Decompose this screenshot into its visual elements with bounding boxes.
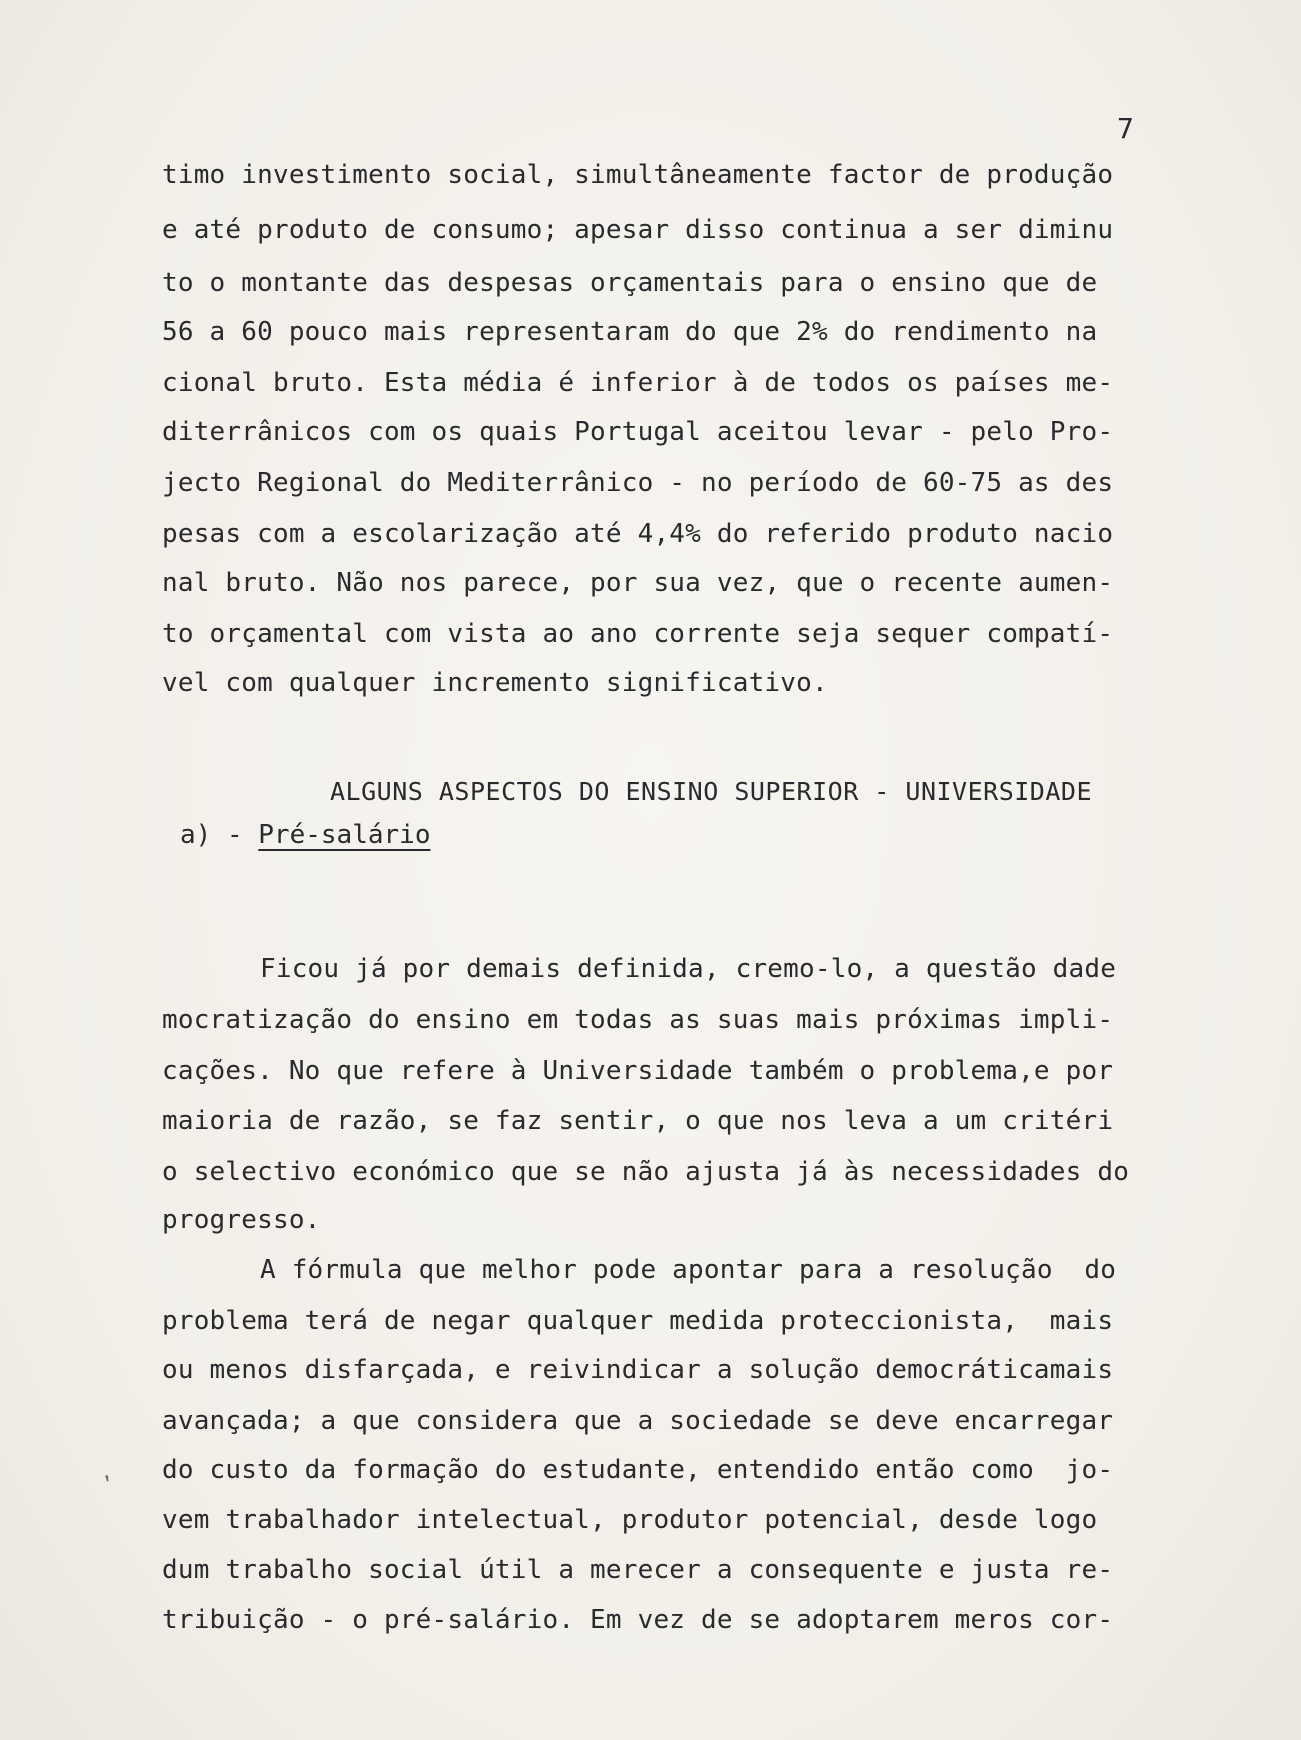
stray-pen-mark: , [92, 1458, 116, 1486]
paragraph-line: maioria de razão, se faz sentir, o que nos leva a um critéri [162, 1106, 1114, 1136]
section-heading: ALGUNS ASPECTOS DO ENSINO SUPERIOR - UNIVERSIDADE [330, 777, 1093, 806]
paragraph-line: timo investimento social, simultâneamente factor de produção [162, 160, 1114, 190]
paragraph-line: 56 a 60 pouco mais representaram do que 2% do rendimento na [162, 317, 1098, 347]
subsection-heading [180, 818, 430, 852]
paragraph-line: cional bruto. Esta média é inferior à de todos os países me- [162, 368, 1114, 398]
paragraph-line: o selectivo económico que se não ajusta já às necessidades do [162, 1157, 1130, 1187]
paragraph-line: A fórmula que melhor pode apontar para a resolução do [260, 1255, 1117, 1285]
paragraph-line: mocratização do ensino em todas as suas mais próximas impli- [162, 1005, 1114, 1035]
paragraph-line: vel com qualquer incremento significativo. [162, 668, 828, 698]
paragraph-line: tribuição - o pré-salário. Em vez de se adoptarem meros cor- [162, 1605, 1114, 1635]
paragraph-line: pesas com a escolarização até 4,4% do referido produto nacio [162, 519, 1114, 549]
subsection-prefix: a) - [180, 820, 259, 850]
paragraph-line: Ficou já por demais definida, cremo-lo, a questão dade [260, 954, 1117, 984]
paragraph-line: cações. No que refere à Universidade também o problema,e por [162, 1056, 1114, 1086]
page-number: 7 [1117, 112, 1134, 145]
paragraph-line: vem trabalhador intelectual, produtor potencial, desde logo [162, 1505, 1098, 1535]
subsection-label: Pré-salário [258, 820, 431, 850]
paragraph-line: avançada; a que considera que a sociedade se deve encarregar [162, 1406, 1114, 1436]
paragraph-line: progresso. [162, 1205, 321, 1235]
paragraph-line: to orçamental com vista ao ano corrente seja sequer compatí- [162, 619, 1114, 649]
paragraph-line: dum trabalho social útil a merecer a consequente e justa re- [162, 1555, 1114, 1585]
paragraph-line: to o montante das despesas orçamentais para o ensino que de [162, 268, 1098, 298]
paragraph-line: do custo da formação do estudante, entendido então como jo- [162, 1455, 1114, 1485]
paragraph-line: ou menos disfarçada, e reivindicar a solução democráticamais [162, 1355, 1114, 1385]
paragraph-line: diterrânicos com os quais Portugal aceitou levar - pelo Pro- [162, 417, 1114, 447]
paragraph-line: jecto Regional do Mediterrânico - no período de 60-75 as des [162, 468, 1114, 498]
paragraph-line: e até produto de consumo; apesar disso continua a ser diminu [162, 215, 1114, 245]
paragraph-line: nal bruto. Não nos parece, por sua vez, que o recente aumen- [162, 568, 1114, 598]
paragraph-line: problema terá de negar qualquer medida proteccionista, mais [162, 1306, 1114, 1336]
